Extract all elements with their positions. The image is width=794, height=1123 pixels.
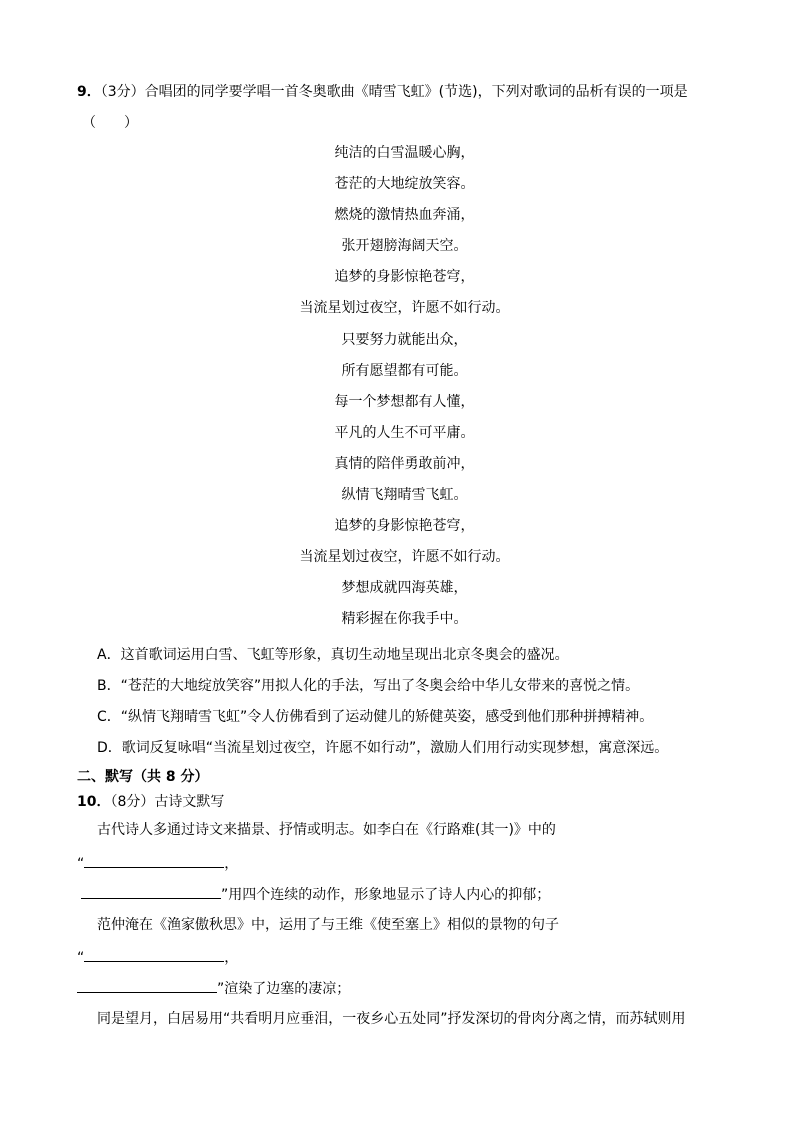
question-9-number: 9．: [77, 84, 101, 100]
fill-line-2: [81, 884, 550, 905]
paragraph-3: 同是望月，白居易用“共看明月应垂泪，一夜乡心五处同”抒发深切的骨肉分离之情，而苏轼则用: [97, 1011, 686, 1027]
lyric-line: 当流星划过夜空，许愿不如行动。: [299, 300, 510, 317]
answer-blank-1[interactable]: [84, 853, 224, 868]
option-a[interactable]: A．这首歌词运用白雪、飞虹等形象，真切生动地呈现出北京冬奥会的盛况。: [97, 647, 569, 663]
lyric-line: 所有愿望都有可能。: [341, 362, 468, 379]
option-c[interactable]: C．“纵情飞翔晴雪飞虹”令人仿佛看到了运动健儿的矫健英姿，感受到他们那种拼搏精神。: [97, 709, 654, 725]
lyric-line: 张开翅膀海阔天空。: [341, 238, 468, 255]
fill-line-4: [77, 978, 350, 999]
lyric-line: 纯洁的白雪温暖心胸，: [334, 145, 475, 161]
line-tail: ”用四个连续的动作，形象地显示了诗人内心的抑郁；: [221, 887, 551, 903]
fill-line-1: [77, 853, 238, 874]
lyric-line: 纵情飞翔晴雪飞虹。: [341, 487, 468, 504]
lyric-line: 只要努力就能出众，: [341, 331, 468, 348]
question-10-text: （8分）古诗文默写: [110, 794, 225, 810]
open-quote: “: [77, 856, 85, 872]
lyric-line: 燃烧的激情热血奔涌，: [334, 207, 475, 224]
line-tail: ”渲染了边塞的凄凉；: [217, 981, 351, 997]
fill-line-3: [77, 947, 238, 968]
lyric-line: 追梦的身影惊艳苍穹，: [334, 518, 475, 535]
open-quote: “: [77, 950, 85, 966]
question-10-number: 10．: [77, 794, 111, 810]
paragraph-1: 古代诗人多通过诗文来描景、抒情或明志。如李白在《行路难(其一)》中的: [97, 822, 556, 838]
comma: ，: [224, 950, 239, 966]
lyric-line: 苍茫的大地绽放笑容。: [334, 176, 475, 193]
option-b[interactable]: B．“苍茫的大地绽放笑容”用拟人化的手法，写出了冬奥会给中华儿女带来的喜悦之情。: [97, 678, 640, 694]
lyrics-block: [0, 143, 794, 641]
options-list: [97, 645, 757, 769]
question-10-stem: [77, 792, 224, 812]
answer-blank-2[interactable]: [81, 884, 221, 899]
answer-blank-4[interactable]: [77, 978, 217, 993]
section-title: 二、默写（共 8 分）: [77, 769, 209, 785]
lyric-line: 当流星划过夜空，许愿不如行动。: [299, 549, 510, 566]
answer-blank-3[interactable]: [84, 947, 224, 962]
paragraph-2: 范仲淹在《渔家傲秋思》中，运用了与王维《使至塞上》相似的景物的句子: [97, 917, 559, 933]
lyric-line: 平凡的人生不可平庸。: [334, 424, 475, 441]
lyric-line: 追梦的身影惊艳苍穹，: [334, 269, 475, 286]
lyric-line: 精彩握在你我手中。: [341, 611, 468, 628]
lyric-line: 梦想成就四海英雄，: [341, 580, 468, 597]
lyric-line: 每一个梦想都有人懂，: [334, 393, 475, 410]
question-9-text: （3分）合唱团的同学要学唱一首冬奥歌曲《晴雪飞虹》(节选)，下列对歌词的品析有误的一项是: [100, 84, 688, 100]
answer-paren: （ ）: [82, 115, 138, 131]
comma: ，: [224, 856, 239, 872]
lyric-line: 真情的陪伴勇敢前冲，: [334, 455, 475, 472]
option-d[interactable]: D．歌词反复咏唱“当流星划过夜空，许愿不如行动”，激励人们用行动实现梦想，寓意深远。: [97, 740, 669, 756]
question-9-stem: [77, 82, 727, 102]
